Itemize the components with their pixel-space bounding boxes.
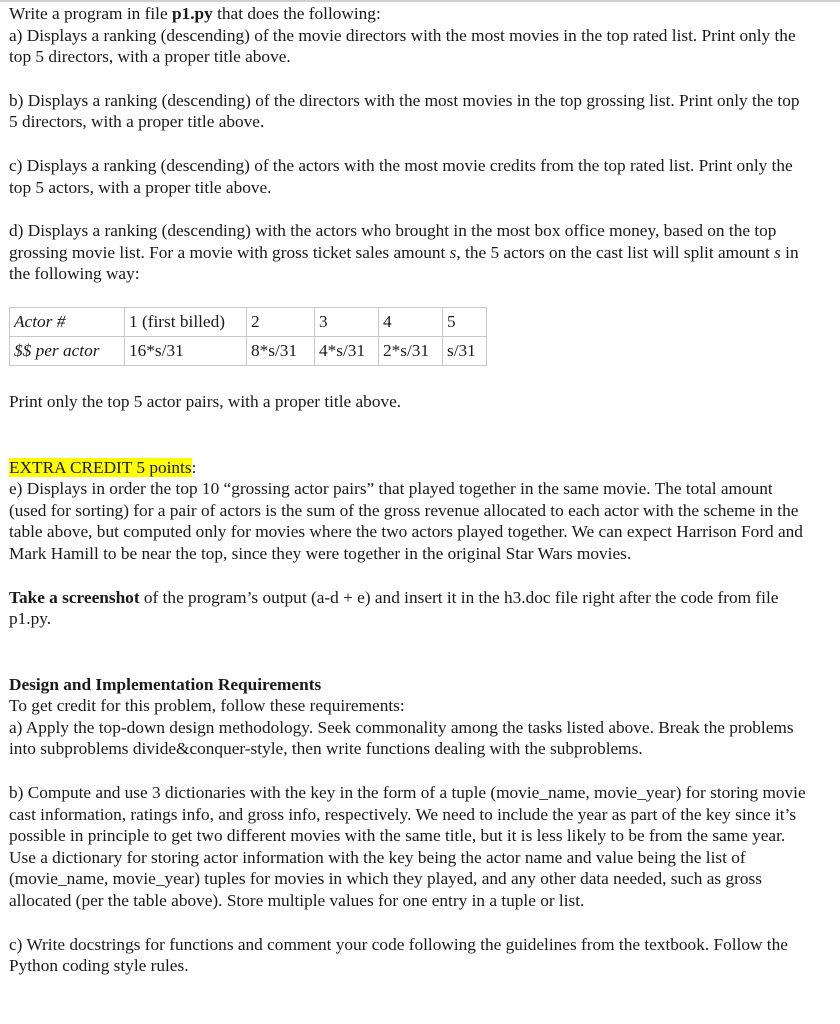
table-row-label: $$ per actor [10,336,125,365]
design-heading: Design and Implementation Requirements [9,674,322,694]
intro-filename: p1.py [171,4,213,23]
table-cell: 2*s/31 [379,336,443,365]
table-row [10,307,487,336]
table-cell: 3 [315,307,379,336]
intro-post: that does the following: [212,4,381,23]
task-a: a) Displays a ranking (descending) of the movie directors with the most movies in the top rated list. Print only the top 5 directors, with a proper title above. [9,25,796,67]
table-row [10,336,487,365]
table-cell: 1 (first billed) [125,307,247,336]
task-c: c) Displays a ranking (descending) of the actors with the most movie credits from the top rated list. Print only the top 5 actors, with a proper title above. [9,155,793,197]
screenshot-instruction: Take a screenshot of the program’s output (a-d + e) and insert it in the h3.doc file right after the code from file p1.py. [9,587,779,629]
table-cell: 8*s/31 [247,336,315,365]
table-cell: s/31 [443,336,487,365]
task-b: b) Displays a ranking (descending) of the directors with the most movies in the top grossing list. Print only the top 5 directors, with a proper title above. [9,90,800,132]
requirement-c: c) Write docstrings for functions and comment your code following the guidelines from the textbook. Follow the Python coding style rules. [9,934,788,976]
requirement-a: a) Apply the top-down design methodology. Seek commonality among the tasks listed above. Break the problems into subproblems divide&conquer-style, then write functions dealing with the subproblems. [9,717,794,759]
task-d: d) Displays a ranking (descending) with the actors who brought in the most box office money, based on the top grossing movie list. For a movie with gross ticket sales amount s, the 5 actors on the cast list will split amount s in the following way: [9,221,799,284]
intro-line [9,3,809,25]
document-page [9,3,809,977]
design-intro: To get credit for this problem, follow these requirements: [9,696,405,716]
revenue-split-table [9,307,487,366]
intro-pre: Write a program in file [9,4,172,23]
table-cell: 4 [379,307,443,336]
table-cell: 4*s/31 [315,336,379,365]
extra-credit-highlight: EXTRA CREDIT 5 points [9,457,192,477]
task-d-note: Print only the top 5 actor pairs, with a proper title above. [9,391,402,411]
requirement-b: b) Compute and use 3 dictionaries with the key in the form of a tuple (movie_name, movie_year) for storing movie cast information, ratings info, and gross info, respectively. We need to include the year as part of the key since it’s possible in principle to get two different movies with the same title, but it is less likely to be from the same year. Use a dictionary for storing actor information with the key being the actor name and value being the list of (movie_name, movie_year) tuples for movies in which they played, and any other data needed, such as gross allocated (per the table above). Store multiple values for one entry in a tuple or list. [9,783,806,911]
top-border-line [0,0,840,2]
extra-credit-heading: EXTRA CREDIT 5 points: [9,457,197,477]
table-cell: 5 [443,307,487,336]
table-cell: 2 [247,307,315,336]
table-cell: 16*s/31 [125,336,247,365]
table-header-label: Actor # [10,307,125,336]
extra-credit-text: e) Displays in order the top 10 “grossing actor pairs” that played together in the same movie. The total amount (used for sorting) for a pair of actors is the sum of the gross revenue allocated to each actor with the scheme in the table above, but computed only for movies where the two actors played together. We can expect Harrison Ford and Mark Hamill to be near the top, since they were together in the original Star Wars movies. [9,479,803,563]
